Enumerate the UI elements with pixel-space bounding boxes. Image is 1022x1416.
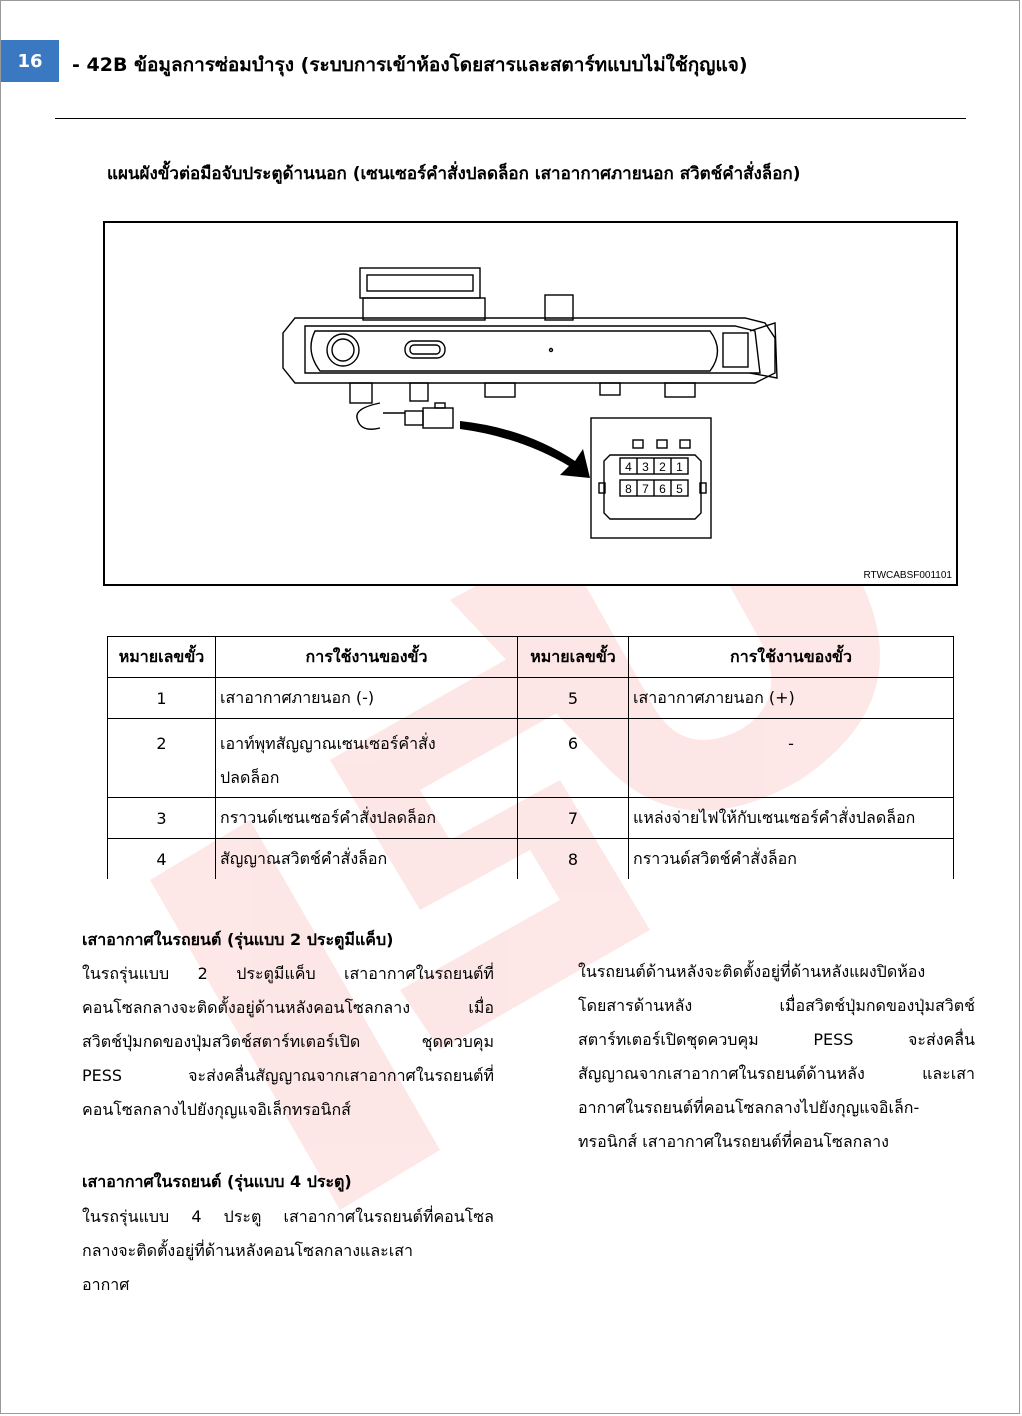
paragraph-line xyxy=(578,1023,975,1057)
paragraph-line xyxy=(578,989,975,1023)
header-divider xyxy=(55,118,966,119)
pin-number: 8 xyxy=(518,839,629,880)
pin-number: 1 xyxy=(108,678,216,719)
table-row xyxy=(108,719,954,798)
paragraph-line xyxy=(82,1059,494,1093)
paragraph-line: อากาศในรถยนต์ที่คอนโซลกลางไปยังกุญแจอิเล็ก- xyxy=(578,1098,920,1117)
pin-label: 1 xyxy=(676,460,683,474)
antenna-4door-heading: เสาอากาศในรถยนต์ (รุ่นแบบ 4 ประตู) xyxy=(82,1172,352,1191)
paragraph-line xyxy=(578,1057,975,1091)
pin-function: แหล่งจ่ายไฟให้กับเซนเซอร์คำสั่งปลดล็อก xyxy=(629,798,954,839)
word: โดยสารด้านหลัง xyxy=(578,996,693,1015)
pin-label: 5 xyxy=(676,482,683,496)
word: จะส่งคลื่น xyxy=(908,1030,975,1049)
column-header: หมายเลขขั้ว xyxy=(108,637,216,678)
antenna-2door-paragraph xyxy=(82,957,494,1127)
word: 2 xyxy=(197,964,208,983)
pin-function: สัญญาณสวิตช์คำสั่งล็อก xyxy=(216,839,518,880)
paragraph-line xyxy=(82,991,494,1025)
paragraph-line: คอนโซลกลางไปยังกุญแจอิเล็กทรอนิกส์ xyxy=(82,1100,351,1119)
word: ประตูมีแค็บ xyxy=(236,964,316,983)
page-number: 16 xyxy=(1,40,59,82)
pin-label: 3 xyxy=(642,460,649,474)
word: PESS xyxy=(813,1030,854,1049)
antenna-2door-heading: เสาอากาศในรถยนต์ (รุ่นแบบ 2 ประตูมีแค็บ) xyxy=(82,930,394,949)
pin-label: 2 xyxy=(659,460,666,474)
paragraph-line xyxy=(82,957,494,991)
pin-label: 8 xyxy=(625,482,632,496)
paragraph-line: ในรถยนต์ด้านหลังจะติดตั้งอยู่ที่ด้านหลังแผงปิดห้อง xyxy=(578,962,926,981)
paragraph-line xyxy=(82,1025,494,1059)
door-handle-figure xyxy=(103,221,958,586)
paragraph-line: กลางจะติดตั้งอยู่ที่ด้านหลังคอนโซลกลางและเสา xyxy=(82,1241,413,1260)
pin-function: - xyxy=(629,719,954,798)
word: คอนโซลกลางจะติดตั้งอยู่ด้านหลังคอนโซลกลาง xyxy=(82,998,411,1017)
antenna-rear-paragraph xyxy=(578,955,975,1159)
table-row xyxy=(108,839,954,880)
door-handle-illustration xyxy=(105,223,960,588)
pin-function: เสาอากาศภายนอก (+) xyxy=(629,678,954,719)
pin-number: 2 xyxy=(108,719,216,798)
word: เสาอากาศในรถยนต์ที่คอนโซล xyxy=(283,1207,494,1226)
word: สัญญาณจากเสาอากาศในรถยนต์ด้านหลัง xyxy=(578,1064,865,1083)
word: เมื่อ xyxy=(468,998,494,1017)
word: สตาร์ทเตอร์เปิดชุดควบคุม xyxy=(578,1030,759,1049)
pin-function xyxy=(216,719,518,798)
pin-number: 5 xyxy=(518,678,629,719)
word: และเสา xyxy=(922,1064,975,1083)
word: 4 xyxy=(191,1207,202,1226)
pin-function-line: ปลดล็อก xyxy=(220,768,280,787)
paragraph-line xyxy=(82,1200,494,1234)
pin-function: กราวนด์สวิตช์คำสั่งล็อก xyxy=(629,839,954,880)
word: เสาอากาศในรถยนต์ที่ xyxy=(344,964,494,983)
section-title: แผนผังขั้วต่อมือจับประตูด้านนอก (เซนเซอร์คำสั่งปลดล็อก เสาอากาศภายนอก สวิตช์คำสั่งล็อก) xyxy=(107,164,801,184)
pin-label: 7 xyxy=(642,482,649,496)
pin-number: 7 xyxy=(518,798,629,839)
paragraph-line: ทรอนิกส์ เสาอากาศในรถยนต์ที่คอนโซลกลาง xyxy=(578,1132,889,1151)
word: ชุดควบคุม xyxy=(421,1032,494,1051)
page-title: - 42B ข้อมูลการซ่อมบำรุง (ระบบการเข้าห้องโดยสารและสตาร์ทแบบไม่ใช้กุญแจ) xyxy=(72,54,748,76)
pin-label: 6 xyxy=(659,482,666,496)
word: เมื่อสวิตช์ปุ่มกดของปุ่มสวิตช์ xyxy=(779,996,975,1015)
table-row xyxy=(108,678,954,719)
pin-function: เสาอากาศภายนอก (-) xyxy=(216,678,518,719)
table-row xyxy=(108,798,954,839)
pin-label: 4 xyxy=(625,460,632,474)
column-header: การใช้งานของขั้ว xyxy=(216,637,518,678)
column-header: การใช้งานของขั้ว xyxy=(629,637,954,678)
word: สวิตช์ปุ่มกดของปุ่มสวิตช์สตาร์ทเตอร์เปิด xyxy=(82,1032,361,1051)
pin-number: 6 xyxy=(518,719,629,798)
pin-number: 4 xyxy=(108,839,216,880)
antenna-4door-paragraph xyxy=(82,1200,494,1302)
word: ในรถรุ่นแบบ xyxy=(82,964,170,983)
word: จะส่งคลื่นสัญญาณจากเสาอากาศในรถยนต์ที่ xyxy=(188,1066,494,1085)
table-header-row xyxy=(108,637,954,678)
word: ประตู xyxy=(223,1207,262,1226)
pin-function-table xyxy=(107,636,954,879)
pointer-arrow xyxy=(460,421,590,478)
pin-function-line: เอาท์พุทสัญญาณเซนเซอร์คำสั่ง xyxy=(220,734,436,753)
paragraph-line: อากาศ xyxy=(82,1275,130,1294)
pin-function: กราวนด์เซนเซอร์คำสั่งปลดล็อก xyxy=(216,798,518,839)
figure-code: RTWCABSF001101 xyxy=(863,570,952,581)
column-header: หมายเลขขั้ว xyxy=(518,637,629,678)
word: PESS xyxy=(82,1066,123,1085)
pin-number: 3 xyxy=(108,798,216,839)
word: ในรถรุ่นแบบ xyxy=(82,1207,170,1226)
